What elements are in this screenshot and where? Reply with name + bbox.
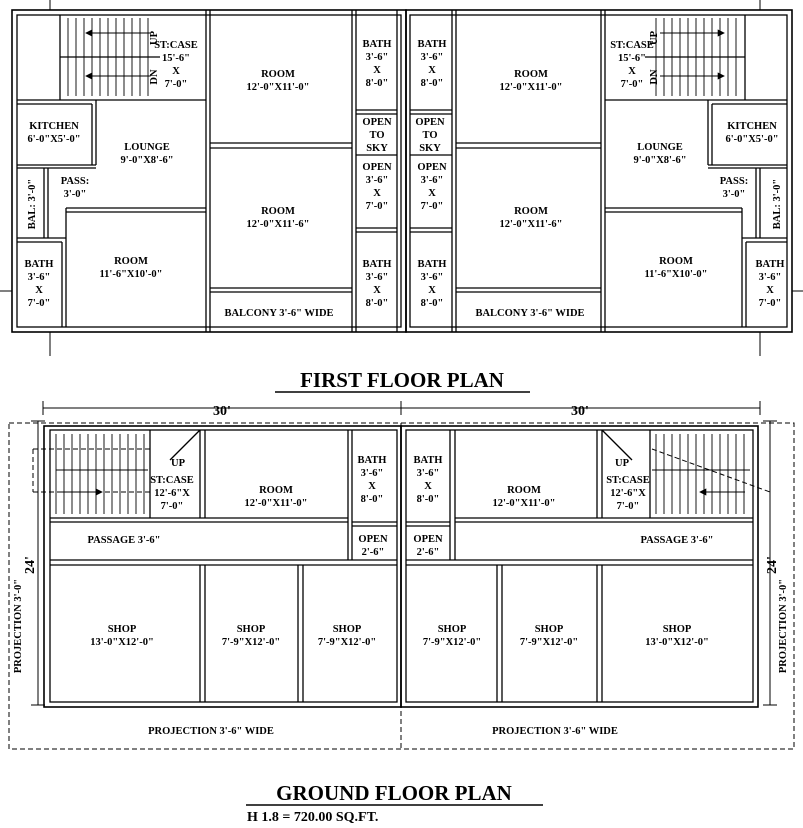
ff-left-ots-l1: OPEN — [362, 117, 392, 128]
gf-left-shop-small-l2: 7'-9"X12'-0" — [317, 637, 377, 648]
ff-right-ots-l1: OPEN — [415, 117, 445, 128]
ff-right-room-top-l1: ROOM — [514, 69, 548, 80]
gf-left-open-l2: 2'-6" — [361, 547, 385, 558]
gf-right-projection-side: PROJECTION 3'-0" — [778, 578, 789, 674]
ff-left-bath-bot-l4: 8'-0" — [365, 298, 389, 309]
ff-right-open-l4: 7'-0" — [420, 201, 444, 212]
ground-floor-right-stairs — [652, 434, 750, 514]
ff-left-kitchen-l2: 6'-0"X5'-0" — [27, 134, 81, 145]
ff-right-stair-up: UP — [649, 31, 660, 45]
ff-left-lounge-l2: 9'-0"X8'-6" — [120, 155, 174, 166]
ff-right-bath-bot-l2: 3'-6" — [420, 272, 444, 283]
title-underlines — [246, 392, 543, 805]
gf-left-passage: PASSAGE 3'-6" — [87, 535, 161, 546]
ff-left-ots-l2: TO — [369, 130, 385, 141]
ff-left-bath-l1: BATH — [24, 259, 54, 270]
ff-right-open-l1: OPEN — [417, 162, 447, 173]
gf-right-open-l2: 2'-6" — [416, 547, 440, 558]
ff-right-pass-l1: PASS: — [719, 176, 749, 187]
ff-right-staircase-l4: 7'-0" — [620, 79, 644, 90]
gf-dim-right-depth: 24' — [765, 556, 780, 574]
ff-left-room-mid-l2: 12'-0"X11'-6" — [246, 219, 310, 230]
ff-left-bath-bot-l1: BATH — [362, 259, 392, 270]
ff-left-open-l4: 7'-0" — [365, 201, 389, 212]
gf-left-shop-small-l1: SHOP — [332, 624, 362, 635]
ff-left-bath-l4: 7'-0" — [27, 298, 51, 309]
ff-right-balcony: BALCONY 3'-6" WIDE — [475, 308, 585, 319]
ground-floor-dimension-lines — [31, 401, 777, 705]
gf-right-bath-l3: X — [424, 481, 432, 492]
ff-left-open-l3: X — [373, 188, 381, 199]
gf-dim-left-depth: 24' — [23, 556, 38, 574]
ff-left-room-small-l1: ROOM — [114, 256, 148, 267]
gf-left-open-l1: OPEN — [358, 534, 388, 545]
gf-right-shop-large-l2: 13'-0"X12'-0" — [645, 637, 709, 648]
ff-left-kitchen-l1: KITCHEN — [29, 121, 79, 132]
gf-right-shop-mid-l1: SHOP — [534, 624, 564, 635]
ff-left-balcony: BALCONY 3'-6" WIDE — [224, 308, 334, 319]
gf-left-bath-l1: BATH — [357, 455, 387, 466]
gf-left-shop-large-l2: 13'-0"X12'-0" — [90, 637, 154, 648]
gf-right-passage: PASSAGE 3'-6" — [640, 535, 714, 546]
ff-right-room-top-l2: 12'-0"X11'-0" — [499, 82, 563, 93]
ff-right-open-l2: 3'-6" — [420, 175, 444, 186]
ff-left-bal: BAL: 3'-0" — [27, 178, 38, 230]
gf-right-room-l2: 12'-0"X11'-0" — [492, 498, 556, 509]
ff-left-open-l1: OPEN — [362, 162, 392, 173]
gf-right-shop-large-l1: SHOP — [662, 624, 692, 635]
gf-right-staircase-l1: ST:CASE — [606, 475, 650, 486]
ff-right-room-small-l1: ROOM — [659, 256, 693, 267]
ground-floor-area: H 1.8 = 720.00 SQ.FT. — [247, 810, 379, 825]
ff-right-lounge-l1: LOUNGE — [637, 142, 683, 153]
gf-left-room-l2: 12'-0"X11'-0" — [244, 498, 308, 509]
ff-left-pass-l1: PASS: — [60, 176, 90, 187]
ff-left-bath-bot-l2: 3'-6" — [365, 272, 389, 283]
ground-floor-left-unit — [44, 426, 401, 707]
ff-left-room-top-l1: ROOM — [261, 69, 295, 80]
ff-left-pass-l2: 3'-0" — [63, 189, 87, 200]
ff-right-bath-top-l3: X — [428, 65, 436, 76]
ff-right-staircase-l2: 15'-6" — [618, 53, 646, 64]
gf-dim-left-width: 30' — [213, 404, 231, 419]
gf-right-open-l1: OPEN — [413, 534, 443, 545]
ff-right-kitchen-l1: KITCHEN — [727, 121, 777, 132]
ff-left-ots-l3: SKY — [366, 143, 388, 154]
ff-right-room-small-l2: 11'-6"X10'-0" — [644, 269, 708, 280]
gf-left-shop-large-l1: SHOP — [107, 624, 137, 635]
gf-right-projection-front: PROJECTION 3'-6" WIDE — [492, 726, 618, 737]
gf-left-bath-l2: 3'-6" — [360, 468, 384, 479]
gf-right-room-l1: ROOM — [507, 485, 541, 496]
gf-left-projection-side: PROJECTION 3'-0" — [13, 578, 24, 674]
ff-left-lounge-l1: LOUNGE — [124, 142, 170, 153]
gf-dim-right-width: 30' — [571, 404, 589, 419]
gf-left-staircase-l1: ST:CASE — [150, 475, 194, 486]
gf-right-shop-small-l1: SHOP — [437, 624, 467, 635]
ff-right-room-mid-l2: 12'-0"X11'-6" — [499, 219, 563, 230]
ground-floor-title: GROUND FLOOR PLAN — [276, 781, 512, 805]
ff-left-bath-top-l3: X — [373, 65, 381, 76]
gf-right-bath-l4: 8'-0" — [416, 494, 440, 505]
ff-left-room-mid-l1: ROOM — [261, 206, 295, 217]
gf-right-bath-l1: BATH — [413, 455, 443, 466]
ff-right-kitchen-l2: 6'-0"X5'-0" — [725, 134, 779, 145]
ff-right-room-mid-l1: ROOM — [514, 206, 548, 217]
ff-right-bath-top-l2: 3'-6" — [420, 52, 444, 63]
ff-right-staircase-l3: X — [628, 66, 636, 77]
gf-left-shop-mid-l2: 7'-9"X12'-0" — [221, 637, 281, 648]
ff-right-bath-top-l1: BATH — [417, 39, 447, 50]
ff-right-ots-l2: TO — [422, 130, 438, 141]
ff-left-bath-top-l1: BATH — [362, 39, 392, 50]
ff-right-bath-l2: 3'-6" — [758, 272, 782, 283]
first-floor-left-labels — [25, 30, 392, 319]
ff-left-stair-dn: DN — [149, 69, 160, 85]
ff-right-staircase-l1: ST:CASE — [610, 40, 654, 51]
ff-left-staircase-l1: ST:CASE — [154, 40, 198, 51]
ff-right-open-l3: X — [428, 188, 436, 199]
ff-left-bath-top-l2: 3'-6" — [365, 52, 389, 63]
ff-right-ots-l3: SKY — [419, 143, 441, 154]
ff-left-room-top-l2: 12'-0"X11'-0" — [246, 82, 310, 93]
gf-left-room-l1: ROOM — [259, 485, 293, 496]
ff-left-open-l2: 3'-6" — [365, 175, 389, 186]
gf-right-staircase-l3: 7'-0" — [616, 501, 640, 512]
gf-left-staircase-l3: 7'-0" — [160, 501, 184, 512]
gf-left-shop-mid-l1: SHOP — [236, 624, 266, 635]
first-floor-right-labels — [415, 30, 784, 319]
ff-right-bath-l3: X — [766, 285, 774, 296]
gf-left-staircase-l2: 12'-6"X — [154, 488, 190, 499]
gf-right-shop-mid-l2: 7'-9"X12'-0" — [519, 637, 579, 648]
gf-left-bath-l4: 8'-0" — [360, 494, 384, 505]
ff-left-bath-l2: 3'-6" — [27, 272, 51, 283]
ff-right-bath-bot-l4: 8'-0" — [420, 298, 444, 309]
ground-floor-right-labels — [413, 455, 789, 737]
ff-left-bath-l3: X — [35, 285, 43, 296]
ff-right-bal: BAL: 3'-0" — [772, 178, 783, 230]
ff-right-bath-bot-l3: X — [428, 285, 436, 296]
gf-left-bath-l3: X — [368, 481, 376, 492]
gf-left-stair-up: UP — [171, 458, 185, 469]
ff-right-bath-l4: 7'-0" — [758, 298, 782, 309]
gf-right-shop-small-l2: 7'-9"X12'-0" — [422, 637, 482, 648]
ff-left-bath-bot-l3: X — [373, 285, 381, 296]
ff-right-pass-l2: 3'-0" — [722, 189, 746, 200]
gf-right-staircase-l2: 12'-6"X — [610, 488, 646, 499]
first-floor-title: FIRST FLOOR PLAN — [300, 368, 504, 392]
gf-right-stair-up: UP — [615, 458, 629, 469]
ff-right-stair-dn: DN — [649, 69, 660, 85]
ff-right-bath-bot-l1: BATH — [417, 259, 447, 270]
ff-right-lounge-l2: 9'-0"X8'-6" — [633, 155, 687, 166]
ff-left-bath-top-l4: 8'-0" — [365, 78, 389, 89]
first-floor-right-unit — [406, 10, 792, 332]
ff-left-room-small-l2: 11'-6"X10'-0" — [99, 269, 163, 280]
first-floor-left-unit — [12, 10, 406, 332]
ff-left-staircase-l2: 15'-6" — [162, 53, 190, 64]
ff-left-staircase-l3: X — [172, 66, 180, 77]
gf-left-projection-front: PROJECTION 3'-6" WIDE — [148, 726, 274, 737]
gf-right-bath-l2: 3'-6" — [416, 468, 440, 479]
ff-left-staircase-l4: 7'-0" — [164, 79, 188, 90]
ground-floor-left-stairs — [56, 434, 148, 514]
ff-left-stair-up: UP — [149, 31, 160, 45]
ff-right-bath-l1: BATH — [755, 259, 785, 270]
ff-right-bath-top-l4: 8'-0" — [420, 78, 444, 89]
